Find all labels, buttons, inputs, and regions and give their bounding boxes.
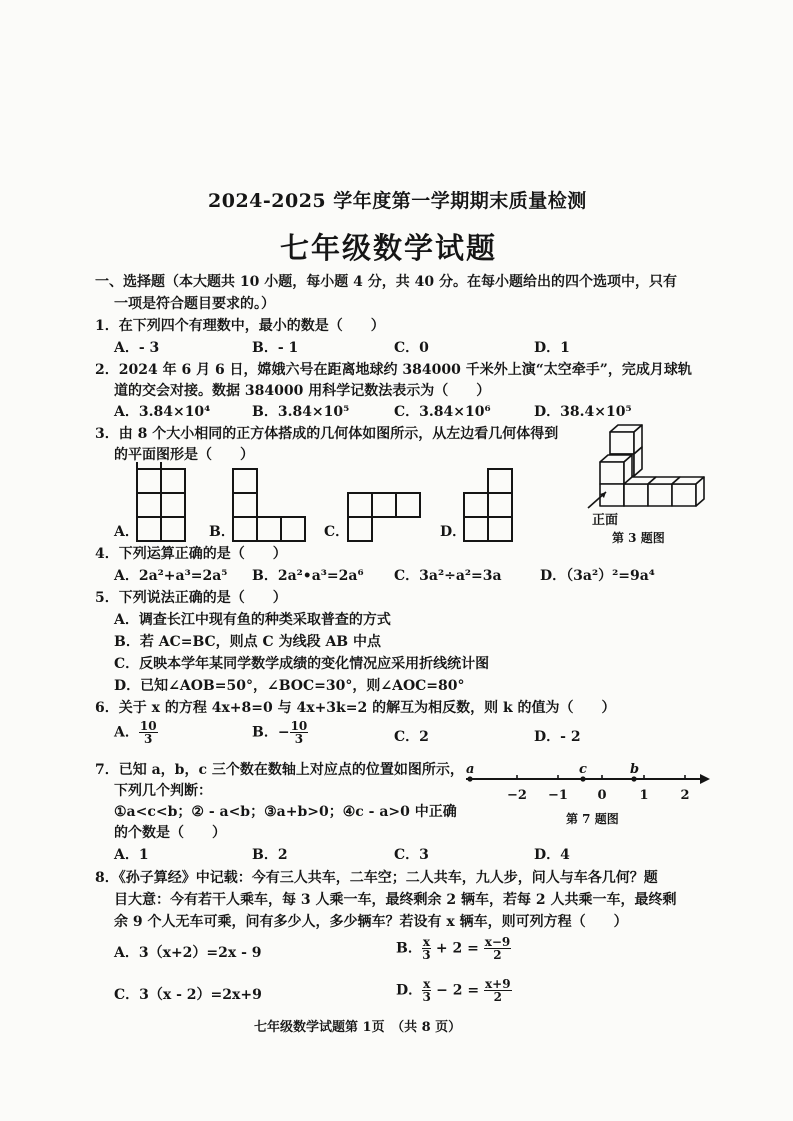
point-label-c: c bbox=[579, 762, 587, 777]
question-1-option-a: A．- 3 bbox=[114, 340, 160, 356]
question-2-option-b: B．3.84×10⁵ bbox=[252, 404, 350, 420]
question-3-figure-caption: 第 3 题图 bbox=[612, 531, 665, 545]
question-6-stem: 6．关于 x 的方程 4x+8=0 与 4x+3k=2 的解互为相反数，则 k 的值为（ ） bbox=[95, 700, 616, 716]
section-instructions-line1: 一、选择题（本大题共 10 小题，每小题 4 分，共 40 分。在每小题给出的四个选项中，只有 bbox=[95, 274, 677, 290]
question-7-figure-caption: 第 7 题图 bbox=[566, 812, 619, 826]
exam-subtitle: 七年级数学试题 bbox=[280, 231, 498, 265]
question-6-option-d: D．- 2 bbox=[534, 729, 581, 745]
question-8-stem-line3: 余 9 个人无车可乘，问有多少人，多少辆车？若设有 x 辆车，则可列方程（ ） bbox=[114, 914, 628, 930]
tick-label-neg1: −1 bbox=[548, 788, 568, 803]
question-1-option-d: D．1 bbox=[534, 340, 570, 356]
question-3-front-label: 正面 bbox=[592, 513, 619, 528]
question-7-option-a: A．1 bbox=[114, 847, 149, 863]
option-c-view-figure bbox=[348, 493, 420, 541]
question-7-option-b: B．2 bbox=[252, 847, 288, 863]
question-1-stem: 1．在下列四个有理数中，最小的数是（ ） bbox=[95, 318, 385, 334]
question-1-option-b: B．- 1 bbox=[252, 340, 299, 356]
question-3-stem-line1: 3．由 8 个大小相同的正方体搭成的几何体如图所示，从左边看几何体得到 bbox=[95, 426, 559, 442]
question-3-option-c: C． bbox=[324, 524, 350, 540]
question-5-option-c: C．反映本学年某同学数学成绩的变化情况应采用折线统计图 bbox=[114, 656, 490, 672]
question-6-option-a: A． $\frac{10}{3}$ bbox=[114, 719, 157, 746]
question-7-stem-line4: 的个数是（ ） bbox=[114, 825, 226, 841]
tick-label-neg2: −2 bbox=[507, 788, 527, 803]
question-7-stem-line1: 7．已知 a，b，c 三个数在数轴上对应点的位置如图所示， bbox=[95, 762, 464, 778]
point-a-dot bbox=[467, 776, 472, 781]
question-5-option-d: D．已知∠AOB=50°，∠BOC=30°，则∠AOC=80° bbox=[114, 678, 465, 694]
question-1-option-c: C．0 bbox=[394, 340, 429, 356]
exam-header-title: 2024-2025 学年度第一学期期末质量检测 bbox=[208, 190, 587, 212]
question-7-number-line bbox=[460, 760, 715, 810]
question-8-option-d: D． $\frac{x}{3}$ − 2 = $\frac{x+9}{2}$ bbox=[396, 977, 511, 1004]
question-8-option-c: C．3（x - 2）=2x+9 bbox=[114, 987, 262, 1003]
question-2-stem-line1: 2．2024 年 6 月 6 日，嫦娥六号在距离地球约 384000 千米外上演“太空牵手”，完成月球轨 bbox=[95, 362, 692, 378]
page-footer: 七年级数学试题第 1页 （共 8 页） bbox=[254, 1020, 462, 1035]
question-8-stem-line2: 目大意：今有若干人乘车，每 3 人乘一车，最终剩余 2 辆车，若每 2 人共乘一车，最终剩 bbox=[114, 892, 677, 908]
question-5-option-a: A．调查长江中现有鱼的种类采取普查的方式 bbox=[114, 612, 391, 628]
question-6-option-c: C．2 bbox=[394, 729, 429, 745]
section-instructions-line2: 一项是符合题目要求的。） bbox=[114, 296, 275, 312]
number-line-arrow-icon bbox=[700, 774, 710, 784]
tick-label-2: 2 bbox=[680, 788, 690, 803]
point-c-dot bbox=[580, 776, 585, 781]
question-5-option-b: B．若 AC=BC，则点 C 为线段 AB 中点 bbox=[114, 634, 382, 650]
option-b-view-figure bbox=[233, 469, 305, 541]
point-label-a: a bbox=[466, 762, 475, 777]
question-7-stem-line2: 下列几个判断： bbox=[114, 783, 212, 799]
question-4-option-c: C．3a²÷a²=3a bbox=[394, 568, 502, 584]
question-7-option-d: D．4 bbox=[534, 847, 570, 863]
question-4-stem: 4．下列运算正确的是（ ） bbox=[95, 546, 287, 562]
option-d-view-figure bbox=[464, 469, 512, 541]
question-4-option-b: B．2a²•a³=2a⁶ bbox=[252, 568, 364, 584]
question-8-option-a: A．3（x+2）=2x - 9 bbox=[114, 945, 262, 961]
question-2-option-c: C．3.84×10⁶ bbox=[394, 404, 491, 420]
point-label-b: b bbox=[630, 762, 640, 777]
point-b-dot bbox=[631, 776, 636, 781]
question-7-option-c: C．3 bbox=[394, 847, 429, 863]
question-4-option-a: A．2a²+a³=2a⁵ bbox=[114, 568, 228, 584]
question-5-stem: 5．下列说法正确的是（ ） bbox=[95, 590, 287, 606]
tick-label-0: 0 bbox=[597, 788, 607, 803]
tick-label-1: 1 bbox=[639, 788, 649, 803]
option-a-view-figure bbox=[137, 462, 185, 541]
question-3-option-d: D． bbox=[440, 524, 467, 540]
question-2-option-d: D．38.4×10⁵ bbox=[534, 404, 632, 420]
question-3-option-b: B． bbox=[209, 524, 235, 540]
question-8-stem-line1: 8．《孙子算经》中记载：今有三人共车，二车空；二人共车，九人步，问人与车各几何？题 bbox=[95, 870, 658, 886]
question-7-stem-line3: ①a<c<b；② - a<b；③a+b>0；④c - a>0 中正确 bbox=[114, 804, 457, 820]
question-2-stem-line2: 道的交会对接。数据 384000 用科学记数法表示为（ ） bbox=[114, 383, 491, 399]
question-3-stem-line2: 的平面图形是（ ） bbox=[114, 447, 254, 463]
question-6-option-b: B．− $\frac{10}{3}$ bbox=[252, 719, 308, 746]
question-4-option-d: D．（3a²）²=9a⁴ bbox=[540, 568, 655, 584]
question-2-option-a: A．3.84×10⁴ bbox=[114, 404, 211, 420]
question-3-option-a: A． bbox=[114, 524, 139, 540]
question-8-option-b: B． $\frac{x}{3}$ + 2 = $\frac{x-9}{2}$ bbox=[396, 935, 511, 962]
